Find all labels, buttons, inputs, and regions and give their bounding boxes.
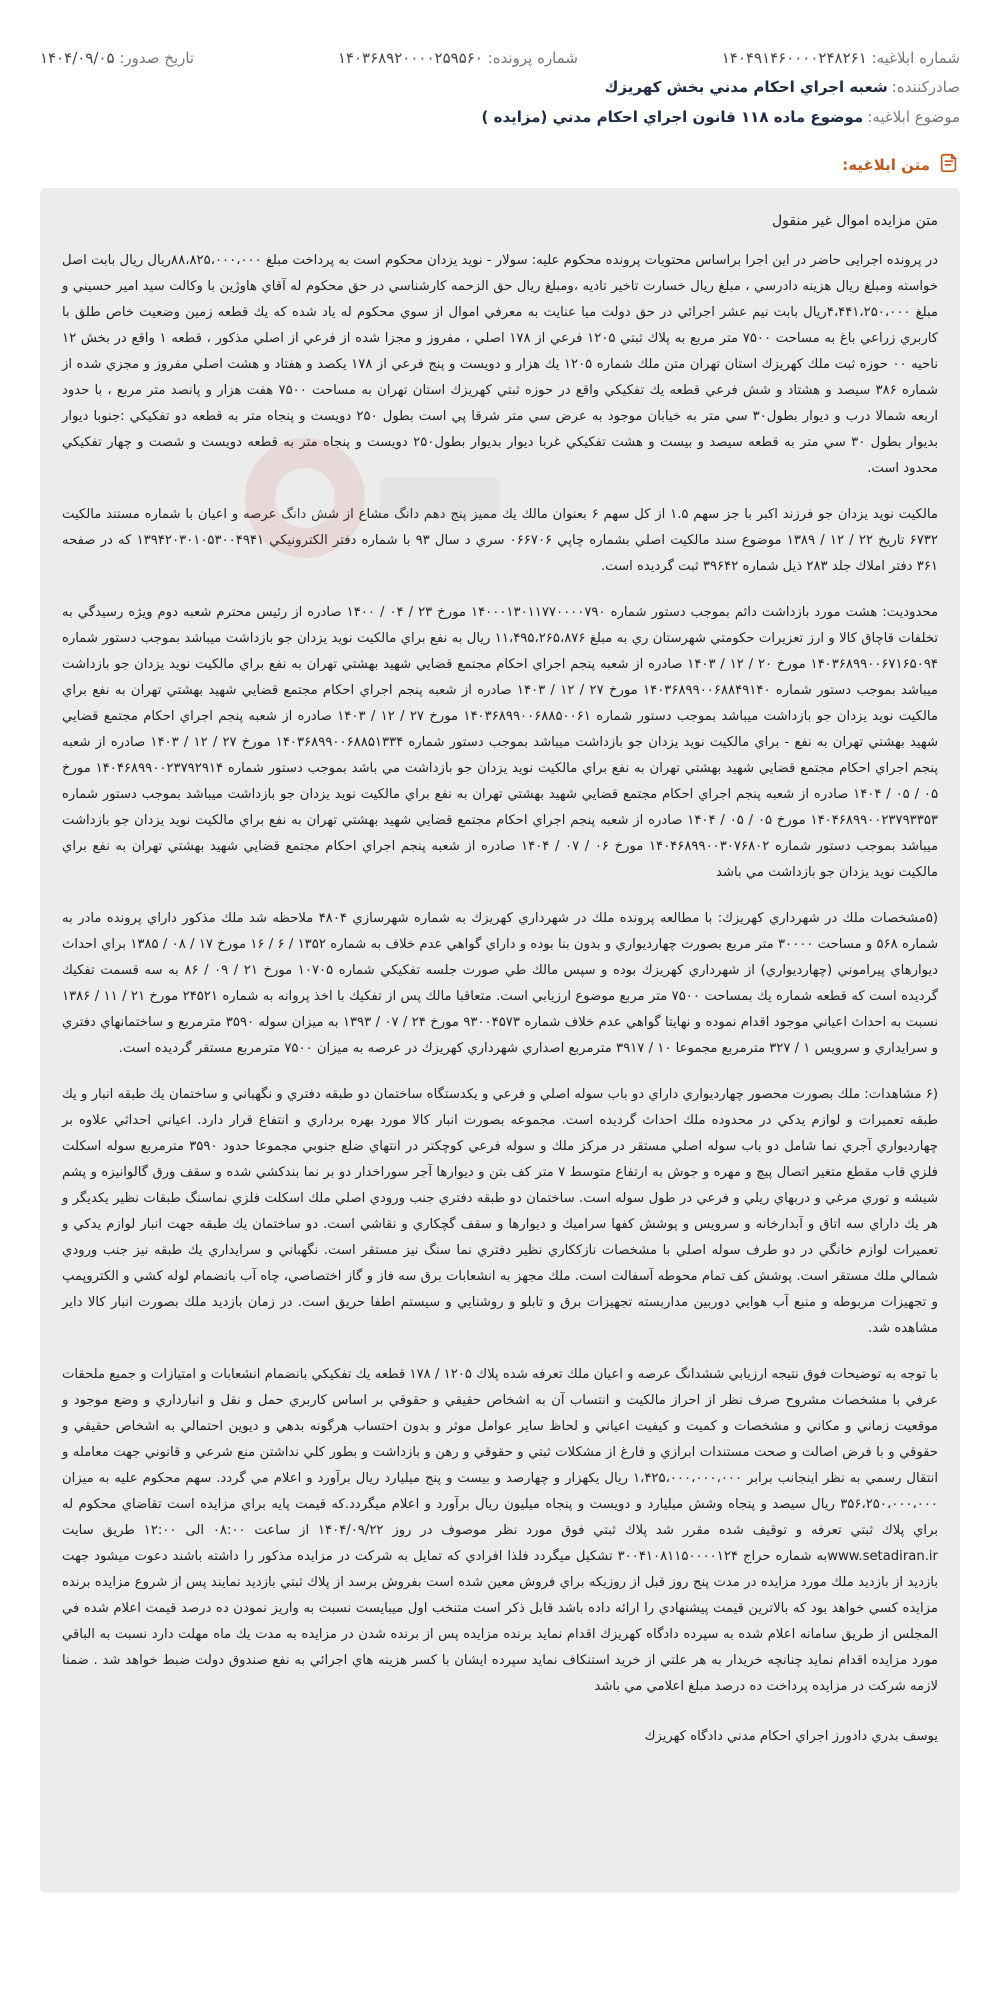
notice-header bbox=[0, 0, 1000, 132]
case-number bbox=[338, 49, 578, 67]
notice-paragraph-6: با توجه به توضيحات فوق نتيجه ارزيابي ششدانگ عرصه و اعيان ملك تعرفه شده پلاك ۱۲۰۵ / ۱۷۸ قطعه يك تفكيكي بانضمام انشعابات و امتيازات و جميع ملحقات عرفي با مشخصات مشروح صرف نظر از احراز مالكيت و انتساب آن به اشخاص حقيقي و حقوقي بر اساس كاربري حمل و نقل و انبارداري و وضع موجود و موقعيت زماني و مكاني و مشخصات و كميت و كيفيت اعياني و لحاظ ساير عوامل موثر و بدون احتساب هرگونه بدهي و ديوين احتمالي به اشخاص حقيقي و حقوقي و با فرض اصالت و صحت مستندات ابرازي و فارغ از مشكلات ثبتي و حقوقي و رهن و بازداشت و بطور كلي نداشتن منع شرعي و قانوني جهت معامله و انتقال رسمي به نظر اينجانب برابر ۱،۴۲۵،۰۰۰،۰۰۰،۰۰۰ ريال يكهزار و چهارصد و بيست و پنج ميليارد ريال برآورد و اعلام مي گردد. سهم محكوم عليه به ميزان ۳۵۶،۲۵۰،۰۰۰،۰۰۰ ريال سيصد و پنجاه وشش ميليارد و دويست و پنجاه ميليون ريال برآورد و اعلام ميگردد.كه قيمت پايه براي مزايده است تقاضاي محكوم له براي پلاك ثبتي تعرفه و توقيف شده مقرر شد پلاك ثبتي فوق مورد نظر موصوف در روز ۱۴۰۴/۰۹/۲۲ از ساعت ۰۸:۰۰ الی ۱۲:۰۰ طريق سايت www.setadiran.irبه شماره حراج ۳۰۰۴۱۰۸۱۱۵۰۰۰۰۱۲۴ تشكيل ميگردد فلذا افرادي كه تمايل به شركت در مزايده مذكور را داشته باشند دعوت ميشود جهت بازديد از بازديد ملك مورد مزايده در مدت پنج روز قبل از روزيكه براي فروش معين شده است بفروش برسد از پلاك ثبتي بازديد نمايند پس از شروع مزايده برنده مزايده كسي خواهد بود كه بالاترين قيمت پيشنهادي را ارائه داده باشد قابل ذكر است متنخب اول ميبايست نسبت به واريز نمودن ده درصد قيمت اعلام شده في المجلس از طريق سامانه اعلام شده به سپرده دادگاه كهريزك اقدام نمايد برنده مزايده پس از برنده شدن در مزايده به مدت يك ماه مهلت دارد نسبت به الباقي مورد مزايده اقدام نمايد چنانچه خريدار به هر علتي از خريد استنكاف نمايد سپرده ايشان با كسر هزينه هاي اجرائي به نفع صندوق دولت ضبط خواهد شد . ضمنا لازمه شركت در مزايده پرداخت ده درصد مبلغ اعلامي مي باشد bbox=[62, 1367, 939, 1694]
notice-paragraph-3: محدوديت: هشت مورد بازداشت دائم بموجب دستور شماره ۱۴۰۰۰۱۳۰۱۱۷۷۰۰۰۰۷۹۰ مورخ ۲۳ / ۰۴ / ۱۴۰۰ صادره از رئيس محترم شعبه دوم ويژه رسيدگي به تخلفات قاچاق كالا و ارز تعزيرات حكومتي شهرستان ري به مبلغ ۱۱،۴۹۵،۲۶۵،۸۷۶ ريال به نفع براي مالكيت نويد يزدان جو بازداشت ميباشد بموجب دستور شماره ۱۴۰۳۶۸۹۹۰۰۶۷۱۶۵۰۹۴ مورخ ۲۰ / ۱۲ / ۱۴۰۳ صادره از شعبه پنجم اجراي احكام مجتمع قضايي شهيد بهشتي تهران به نفع براي مالكيت نويد يزدان جو بازداشت ميباشد بموجب دستور شماره ۱۴۰۳۶۸۹۹۰۰۶۸۸۴۹۱۴۰ مورخ ۲۷ / ۱۲ / ۱۴۰۳ صادره از شعبه پنجم اجراي احكام مجتمع قضايي شهيد بهشتي تهران به نفع براي مالكيت نويد يزدان جو بازداشت ميباشد بموجب دستور شماره ۱۴۰۳۶۸۹۹۰۰۶۸۸۵۰۰۶۱ مورخ ۲۷ / ۱۲ / ۱۴۰۳ صادره از شعبه پنجم اجراي احكام مجتمع قضايي شهيد بهشتي تهران به نفع - براي مالكيت نويد يزدان جو بازداشت ميباشد بموجب دستور شماره ۱۴۰۳۶۸۹۹۰۰۶۸۸۵۱۳۳۴ مورخ ۲۷ / ۱۲ / ۱۴۰۳ صادره از شعبه پنجم اجراي احكام مجتمع قضايي شهيد بهشتي تهران به نفع براي مالكيت نويد يزدان جو بازداشت مي باشد بموجب دستور شماره ۱۴۰۴۶۸۹۹۰۰۲۳۷۹۲۹۱۴ مورخ ۰۵ / ۰۵ / ۱۴۰۴ صادره از شعبه پنجم اجراي احكام مجتمع قضايي شهيد بهشتي تهران به نفع براي مالكيت نويد يزدان جو بازداشت ميباشد بموجب دستور شماره ۱۴۰۴۶۸۹۹۰۰۲۳۷۹۳۳۵۳ مورخ ۰۵ / ۰۵ / ۱۴۰۴ صادره از شعبه پنجم اجراي احكام مجتمع قضايي شهيد بهشتي تهران به نفع براي مالكيت نويد يزدان جو بازداشت ميباشد بموجب دستور شماره ۱۴۰۴۶۸۹۹۰۰۳۰۷۶۸۰۲ مورخ ۰۶ / ۰۷ / ۱۴۰۴ صادره از شعبه پنجم اجراي احكام مجتمع قضايي شهيد بهشتي تهران به نفع براي مالكيت نويد يزدان جو بازداشت مي باشد bbox=[62, 605, 939, 880]
notice-number bbox=[722, 49, 960, 67]
issue-date bbox=[40, 49, 194, 67]
notice-document-icon bbox=[938, 152, 960, 178]
subject-value: موضوع ماده ۱۱۸ قانون اجراي احكام مدني (مزايده ) bbox=[481, 108, 864, 126]
notice-number-label: شماره ابلاغيه: bbox=[871, 49, 960, 67]
subject-label: موضوع ابلاغيه: bbox=[867, 108, 960, 126]
notice-paragraph-4: (۵مشخصات ملك در شهرداري كهريزك: با مطالعه پرونده ملك در شهرداري كهريزك به شماره شهرسازي ۴۸۰۴ ملاحظه شد ملك مذكور داراي پرونده مادر به شماره ۵۶۸ و مساحت ۳۰۰۰۰ متر مربع بصورت چهارديواري و بدون بنا بوده و داراي گواهي عدم خلاف به شماره ۱۳۵۲ / ۶ / ۱۶ مورخ ۱۷ / ۰۸ / ۱۳۸۵ براي احداث ديوارهاي پيراموني (چهارديواري) از شهرداري كهريزك بوده و سپس مالك طي صورت جلسه تفكيكي شماره ۱۰۷۰۵ مورخ ۲۱ / ۰۹ / ۸۶ به سه قسمت تفكيك گرديده است كه قطعه شماره يك بمساحت ۷۵۰۰ متر مربع موضوع ارزيابي است. متعاقبا مالك پس از تفكيك با اخذ پروانه به شماره ۲۴۵۲۱ مورخ ۲۱ / ۱۱ / ۱۳۸۶ نسبت به احداث اعياني موجود اقدام نموده و نهايتا گواهي عدم خلاف شماره ۹۳۰۰۴۵۷۳ مورخ ۲۴ / ۰۷ / ۱۳۹۳ به ميزان سوله ۳۵۹۰ مترمربع و ساختمانهاي دفتري و سرايداري و سرويس ۱ / ۳۲۷ مترمربع مجموعا ۱۰ / ۳۹۱۷ مترمربع اصداري شهرداري كهريزك در عرصه به ميزان ۷۵۰۰ مترمربع مستقر گرديده است. bbox=[62, 911, 939, 1056]
issue-date-value: ۱۴۰۴/۰۹/۰۵ bbox=[40, 49, 115, 67]
notice-body-title: متن مزايده اموال غير منقول bbox=[771, 213, 938, 229]
notice-text-title: متن ابلاغیه: bbox=[842, 156, 930, 174]
issue-date-label: تاريخ صدور: bbox=[119, 49, 195, 67]
notice-paragraph-5: (۶ مشاهدات: ملك بصورت محصور چهارديواري داراي دو باب سوله اصلي و فرعي و يكدستگاه ساختمان دو طبقه دفتري و نگهباني و ساختمان يك طبقه انبار و يك طبقه تعميرات و لوازم يدكي در محدوده ملك احداث گرديده است. مجموعه بصورت انبار كالا مورد بهره برداري و انتفاع قرار دارد. اعياني احداثي علاوه بر چهارديواري آجري نما شامل دو باب سوله اصلي مستقر در مركز ملك و سوله فرعي كوچكتر در انتهاي ضلع جنوبي مجموعا حدود ۳۵۹۰ مترمربع سوله اسكلت فلزي قاب مقطع متغير اتصال پيچ و مهره و جوش به ارتفاع متوسط ۷ متر كف بتن و ديوارها آجر سوراخدار دو بر نما بندكشي شده و سقف ورق گالوانيزه و پشم شيشه و توري مرغي و دربهاي ريلي و فرعي در طول سوله است. ساختمان دو طبقه دفتري جنب ورودي اصلي ملك اسكلت فلزي نماسنگ طبقات نظير يكديگر و هر يك داراي سه اتاق و آبدارخانه و سرويس و پوشش كفها سراميك و ديوارها و سقف گچكاري و نقاشي است. دو ساختمان يك طبقه جهت انبار لوازم يدكي و تعميرات لوازم خانگي در دو طرف سوله اصلي با مشخصات نازككاري نظير دفتري نما سنگ نيز مستقر است. نگهباني و سرايداري يك طبقه نيز جنب ورودي شمالي ملك مستقر است. پوشش كف تمام محوطه آسفالت است. ملك مجهز به انشعابات برق سه فاز و گاز اختصاصي، چاه آب بانضمام لوله كشي و الكتروپمپ و تجهيزات مربوطه و منبع آب هوايي دوربين مداربسته تجهيزات برق و تابلو و روشنايي و سيستم اطفا حريق است. در زمان بازديد ملك بصورت انبار كالا داير مشاهده شد. bbox=[62, 1087, 939, 1336]
issuer-label: صادرکننده: bbox=[891, 78, 960, 96]
notice-paragraph-2: مالكيت نويد يزدان جو فرزند اكبر با جز سهم ۱.۵ از كل سهم ۶ بعنوان مالك يك مميز پنج دهم دانگ مشاع از شش دانگ عرصه و اعيان با شماره مستند مالكيت ۶۷۳۲ تاريخ ۲۲ / ۱۲ / ۱۳۸۹ موضوع سند مالكيت اصلي بشماره چاپي ۰۶۶۷۰۶ سري د سال ۹۳ با شماره دفتر الكترونيكي ۱۳۹۴۲۰۳۰۱۰۵۳۰۰۴۹۴۱ كه در صفحه ۳۶۱ دفتر املاك جلد ۲۸۳ ذيل شماره ۳۹۶۴۲ ثبت گرديده است. bbox=[62, 507, 938, 574]
notice-number-value: ۱۴۰۴۹۱۴۶۰۰۰۰۲۴۸۲۶۱ bbox=[721, 49, 867, 67]
notice-paragraph-1: در پرونده اجرایی حاضر در این اجرا براساس محتويات پرونده محکوم علیه: سولار - نويد يزدان محکوم است به پرداخت مبلغ ۸۸،۸۲۵،۰۰۰،۰۰۰ريال ريال بابت اصل خواسته ومبلغ ريال هزينه دادرسي ، مبلغ ريال خسارت تاخير تاديه ،ومبلغ ريال حق الزحمه كارشناسي در حق محکوم له آقاي هاوژين با وكالت سيد امير حسيني و مبلغ ۴،۴۴۱،۲۵۰،۰۰۰ريال بابت نيم عشر اجرائي در حق دولت ميا عنايت به معرفي اموال از سوي محكوم له ياد شده كه يك قطعه زمين وضعيت خاص طلق با كاربري زراعي باغ به مساحت ۷۵۰۰ متر مربع به پلاك ثبتي ۱۲۰۵ فرعي از ۱۷۸ اصلي ، مفروز و مجزا شده از فرعي از اصلي مذكور ، قطعه ۱ واقع در بخش ۱۲ ناحيه ۰۰ حوزه ثبت ملك كهريزك استان تهران متن ملك شماره ۱۲۰۵ يك هزار و دويست و پنج فرعي از ۱۷۸ يكصد و هفتاد و هشت اصلي مفروز و مجزي شده از شماره ۳۸۶ سيصد و هشتاد و شش فرعي قطعه يك تفكيكي واقع در حوزه ثبتي كهريزك استان تهران به مساحت ۷۵۰۰ هفت هزار و پانصد متر مربع ، با حدود اربعه شمالا درب و ديوار بطول۳۰ سي متر به خيابان موجود به عرض سي متر شرقا پي است بطول ۲۵۰ دويست و پنجاه متر به قطعه دو تفكيكي :جنوبا ديوار بديوار بطول ۳۰ سي متر به قطعه سيصد و بيست و هشت تفكيكي غربا ديوار بديوار بطول۲۵۰ دويست و پنجاه متر به قطعه دويست و شصت و چهار تفكيكي محدود است. bbox=[62, 253, 939, 476]
notice-text-heading bbox=[40, 152, 960, 178]
case-number-value: ۱۴۰۳۶۸۹۲۰۰۰۰۲۵۹۵۶۰ bbox=[337, 49, 483, 67]
notice-body-card bbox=[40, 188, 960, 1893]
case-number-label: شماره پرونده: bbox=[487, 49, 578, 67]
subject-line bbox=[40, 102, 960, 132]
issuer-line bbox=[40, 72, 960, 102]
notice-signature: يوسف بدري دادورز اجراي احكام مدني دادگاه كهريزك bbox=[644, 1729, 938, 1744]
issuer-value: شعبه اجراي احكام مدني بخش كهريزك bbox=[604, 78, 888, 96]
notice-meta-row bbox=[40, 44, 960, 72]
